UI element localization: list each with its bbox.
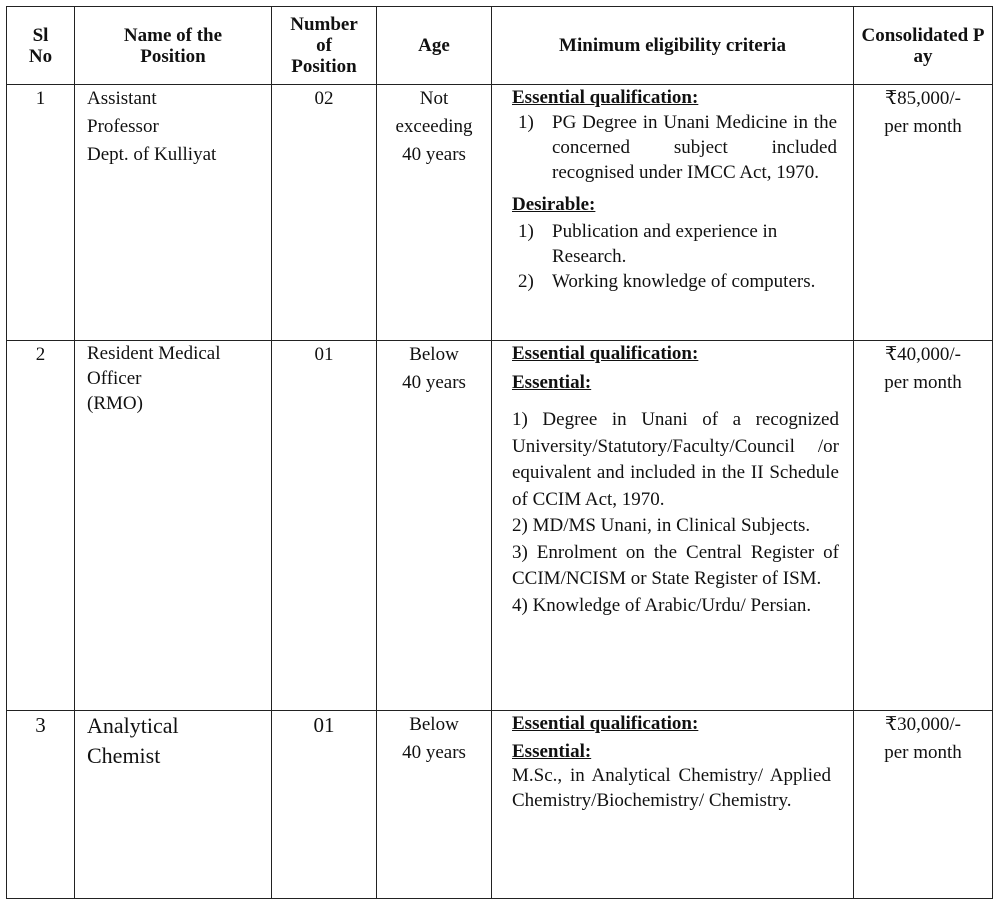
sl-cell: 1 (7, 85, 75, 341)
position-name-cell (75, 85, 272, 341)
age-cell (377, 85, 492, 341)
list-text: Publication and experience in Research. (552, 221, 778, 267)
header-name: Name of the Position (75, 7, 272, 85)
criteria-text: M.Sc., in Analytical Chemistry/ Applied Chemistry/Biochemistry/ Chemistry. (512, 765, 831, 811)
age-cell (377, 711, 492, 899)
position-name-line: Chemist (87, 743, 161, 768)
header-number: Number of Position (272, 7, 377, 85)
criteria-point: 3) Enrolment on the Central Register of CCIM/NCISM or State Register of ISM. (512, 541, 839, 589)
header-row (7, 7, 993, 85)
essential-subheading: Essential: (512, 372, 592, 393)
pay-amount: ₹30,000/- (885, 714, 961, 735)
position-name-cell (75, 341, 272, 711)
position-name-line: Dept. of Kulliyat (87, 144, 217, 165)
position-name-line: Officer (87, 368, 142, 389)
header-pay: Consolidated Pay (854, 7, 993, 85)
age-line: Below (409, 714, 459, 735)
positions-table (6, 6, 993, 899)
pay-cell (854, 85, 993, 341)
criteria-cell (492, 85, 854, 341)
list-text: PG Degree in Unani Medicine in the concerned subject included recognised under IMCC Act, 1970. (552, 112, 837, 183)
table-row (7, 711, 993, 899)
position-name-line: (RMO) (87, 393, 143, 414)
criteria-point: 1) Degree in Unani of a recognized University/Statutory/Faculty/Council /or equivalent and included in the II Schedule of CCIM Act, 1970. (512, 409, 839, 510)
essential-heading: Essential qualification: (512, 343, 699, 364)
list-text: Working knowledge of computers. (552, 271, 816, 292)
desirable-list (512, 219, 853, 294)
position-name-cell (75, 711, 272, 899)
position-name-line: Professor (87, 116, 159, 137)
essential-list (512, 110, 853, 185)
age-line: 40 years (402, 372, 466, 393)
pay-period: per month (884, 742, 962, 763)
number-cell: 02 (272, 85, 377, 341)
age-line: exceeding (395, 116, 473, 137)
header-sl: Sl No (7, 7, 75, 85)
essential-heading: Essential qualification: (512, 713, 699, 734)
pay-cell (854, 341, 993, 711)
list-item (512, 219, 853, 269)
number-cell: 01 (272, 341, 377, 711)
criteria-point: 2) MD/MS Unani, in Clinical Subjects. (512, 515, 811, 536)
pay-cell (854, 711, 993, 899)
list-item (512, 269, 853, 294)
pay-period: per month (884, 372, 962, 393)
criteria-cell (492, 711, 854, 899)
pay-amount: ₹85,000/- (885, 88, 961, 109)
criteria-point: 4) Knowledge of Arabic/Urdu/ Persian. (512, 594, 812, 616)
header-criteria: Minimum eligibility criteria (492, 7, 854, 85)
essential-heading: Essential qualification: (512, 87, 699, 108)
position-name-line: Analytical (87, 713, 179, 738)
position-name-line: Resident Medical (87, 343, 221, 364)
age-line: 40 years (402, 742, 466, 763)
list-number: 2) (518, 271, 534, 292)
criteria-points (502, 407, 839, 619)
sl-cell: 3 (7, 711, 75, 899)
age-line: Below (409, 344, 459, 365)
position-name-line: Assistant (87, 88, 157, 109)
number-cell: 01 (272, 711, 377, 899)
list-number: 1) (518, 112, 534, 133)
age-cell (377, 341, 492, 711)
desirable-heading: Desirable: (512, 194, 596, 215)
table-row (7, 341, 993, 711)
pay-amount: ₹40,000/- (885, 344, 961, 365)
pay-period: per month (884, 116, 962, 137)
criteria-cell (492, 341, 854, 711)
header-age: Age (377, 7, 492, 85)
sl-cell: 2 (7, 341, 75, 711)
essential-subheading: Essential: (512, 741, 592, 762)
age-line: 40 years (402, 144, 466, 165)
list-number: 1) (518, 221, 534, 242)
table-row (7, 85, 993, 341)
age-line: Not (419, 88, 449, 109)
list-item (512, 110, 853, 185)
